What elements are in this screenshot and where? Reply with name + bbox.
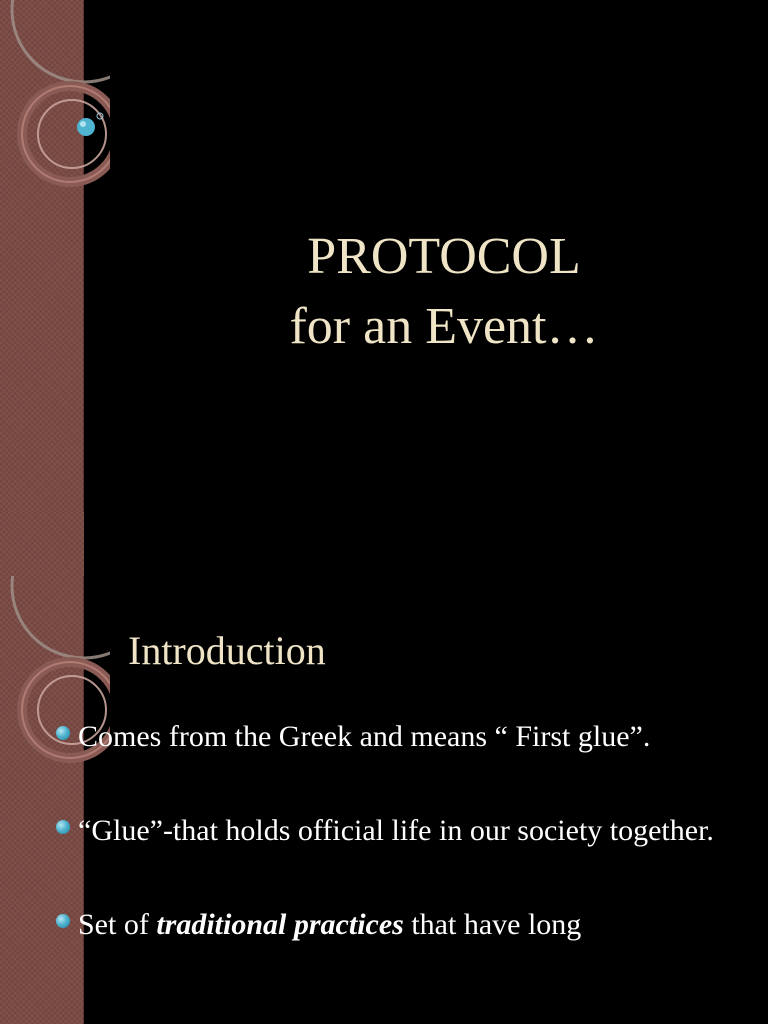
bullet-dot-icon xyxy=(56,914,70,928)
blue-orb-icon xyxy=(77,118,95,136)
bullet-text: Comes from the Greek and means “ First glue”. xyxy=(78,720,651,753)
title-line-1: PROTOCOL xyxy=(307,228,581,285)
bullet-dot-icon xyxy=(56,726,70,740)
slide-heading: Introduction xyxy=(128,628,326,673)
slide-introduction xyxy=(0,576,768,1024)
slide-title-text xyxy=(150,222,738,362)
list-item xyxy=(56,904,720,946)
bullet-text-emphasis: traditional practices xyxy=(156,908,404,941)
bullet-text-suffix: that have long xyxy=(403,908,582,941)
ring-decoration xyxy=(0,0,110,512)
bullet-dot-icon xyxy=(56,820,70,834)
slide-gap xyxy=(86,512,768,576)
title-line-2: for an Event… xyxy=(289,298,599,355)
bullet-text-prefix: Set of xyxy=(78,908,157,941)
bullet-list xyxy=(56,716,720,998)
bullet-text: “Glue”-that holds official life in our society together. xyxy=(78,814,714,847)
list-item xyxy=(56,716,720,758)
list-item xyxy=(56,810,720,852)
